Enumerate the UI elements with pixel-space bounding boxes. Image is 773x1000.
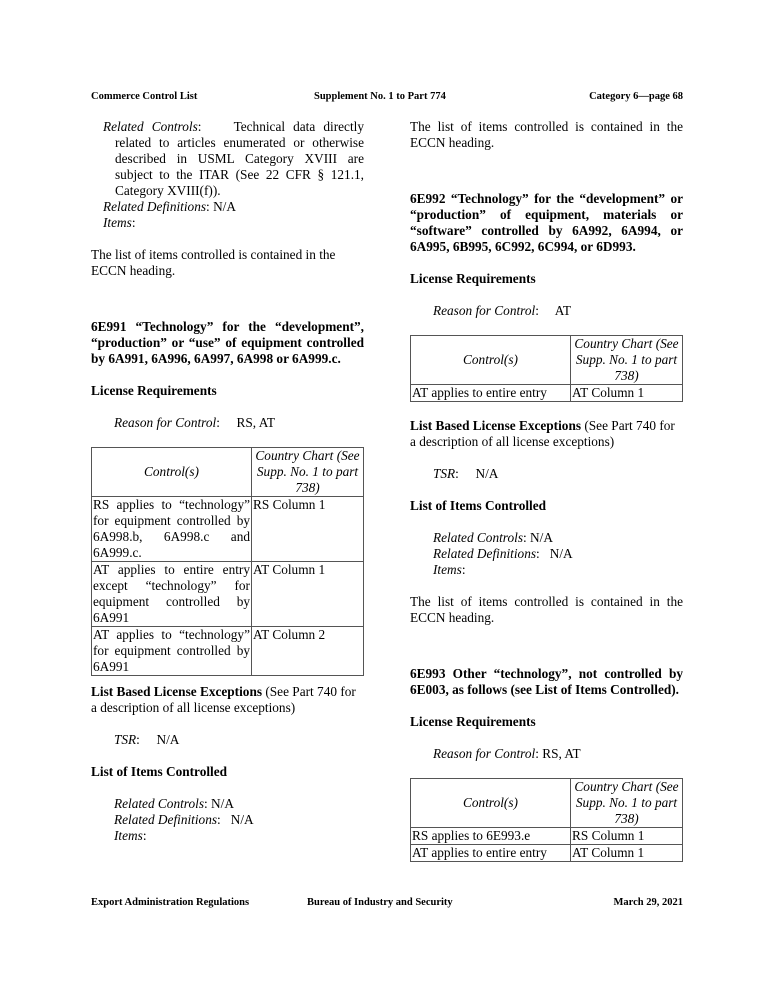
- related-definitions: Related Definitions: N/A: [114, 812, 254, 827]
- control-cell: RS applies to “technology” for equipment controlled by 6A998.b, 6A998.c and 6A999.c.: [93, 497, 250, 560]
- control-cell: RS applies to 6E993.e: [411, 828, 571, 845]
- table-row: [411, 845, 683, 862]
- country-chart-cell: RS Column 1: [252, 497, 364, 562]
- items-text: The list of items controlled is contained in the ECCN heading.: [410, 119, 683, 150]
- control-table: [410, 335, 683, 402]
- control-table: [91, 447, 364, 676]
- control-cell: AT applies to entire entry: [411, 385, 571, 402]
- prev-entry-list-items: [91, 119, 364, 279]
- column-header-controls: Control(s): [411, 779, 571, 828]
- related-definitions: Related Definitions: N/A: [433, 546, 573, 561]
- license-requirements-heading: License Requirements: [410, 271, 536, 286]
- country-chart-cell: AT Column 1: [252, 562, 364, 627]
- eccn-heading: 6E991 “Technology” for the “development”, “production” or “use” of equipment controlled by 6A991, 6A996, 6A997, 6A998 or 6A999.c.: [91, 319, 364, 366]
- list-of-items-heading: List of Items Controlled: [410, 498, 547, 513]
- tsr-line: TSR: N/A: [433, 466, 499, 481]
- eccn-entry-6E991: [91, 319, 364, 844]
- items-text: The list of items controlled is contained in the ECCN heading.: [410, 594, 683, 625]
- control-cell: AT applies to entire entry: [411, 845, 571, 862]
- license-requirements-heading: License Requirements: [91, 383, 217, 398]
- control-cell: AT applies to entire entry except “technology” for equipment controlled by 6A991: [93, 562, 250, 625]
- table-row: [92, 497, 364, 562]
- country-chart-cell: AT Column 1: [571, 385, 683, 402]
- column-header-controls: Control(s): [92, 448, 252, 497]
- left-column: [91, 119, 364, 844]
- license-requirements-heading: License Requirements: [410, 714, 536, 729]
- table-row: [411, 385, 683, 402]
- related-controls: Related Controls: Technical data directly related to articles enumerated or otherwise described in USML Category XVIII are subject to the ITAR (See 22 CFR § 121.1, Category XVIII(f)).: [103, 119, 364, 198]
- eccn-entry-6E993: [410, 666, 683, 862]
- country-chart-cell: RS Column 1: [571, 828, 683, 845]
- reason-for-control: Reason for Control: RS, AT: [433, 746, 581, 761]
- reason-for-control: Reason for Control: AT: [433, 303, 572, 318]
- column-header-controls: Control(s): [411, 336, 571, 385]
- column-header-country-chart: Country Chart (See Supp. No. 1 to part 738): [252, 448, 364, 497]
- license-exceptions: List Based License Exceptions (See Part 740 for a description of all license exceptions): [410, 418, 675, 449]
- footer-date: March 29, 2021: [613, 897, 683, 908]
- header-page-number: Category 6—page 68: [589, 91, 683, 102]
- table-row: [92, 562, 364, 627]
- footer-agency: Bureau of Industry and Security: [307, 897, 453, 908]
- footer-regulations-title: Export Administration Regulations: [91, 897, 250, 908]
- eccn-heading: 6E992 “Technology” for the “development” or “production” of equipment, materials or “software” controlled by 6A992, 6A994, or 6A995, 6B995, 6C992, 6C994, or 6D993.: [410, 191, 683, 254]
- control-table: [410, 778, 683, 862]
- tsr-line: TSR: N/A: [114, 732, 180, 747]
- list-of-items-heading: List of Items Controlled: [91, 764, 228, 779]
- related-controls: Related Controls: N/A: [114, 796, 234, 811]
- items-label: Items:: [103, 215, 136, 230]
- items-label: Items:: [433, 562, 466, 577]
- column-header-country-chart: Country Chart (See Supp. No. 1 to part 738): [571, 336, 683, 385]
- table-header-row: [411, 779, 683, 828]
- items-text: The list of items controlled is contained in the ECCN heading.: [91, 247, 336, 278]
- table-row: [411, 828, 683, 845]
- right-column: [410, 119, 683, 862]
- items-label: Items:: [114, 828, 147, 843]
- license-exceptions: List Based License Exceptions (See Part 740 for a description of all license exceptions): [91, 684, 356, 715]
- related-controls: Related Controls: N/A: [433, 530, 553, 545]
- country-chart-cell: AT Column 2: [252, 627, 364, 676]
- table-row: [92, 627, 364, 676]
- table-header-row: [411, 336, 683, 385]
- reason-for-control: Reason for Control: RS, AT: [114, 415, 275, 430]
- header-document-title: Commerce Control List: [91, 91, 198, 102]
- control-cell: AT applies to “technology” for equipment controlled by 6A991: [93, 627, 250, 674]
- header-supplement: Supplement No. 1 to Part 774: [314, 91, 446, 102]
- country-chart-cell: AT Column 1: [571, 845, 683, 862]
- column-header-country-chart: Country Chart (See Supp. No. 1 to part 738): [571, 779, 683, 828]
- table-header-row: [92, 448, 364, 497]
- eccn-heading: 6E993 Other “technology”, not controlled by 6E003, as follows (see List of Items Controlled).: [410, 666, 683, 697]
- eccn-entry-6E992: [410, 191, 683, 626]
- related-definitions: Related Definitions: N/A: [103, 199, 236, 214]
